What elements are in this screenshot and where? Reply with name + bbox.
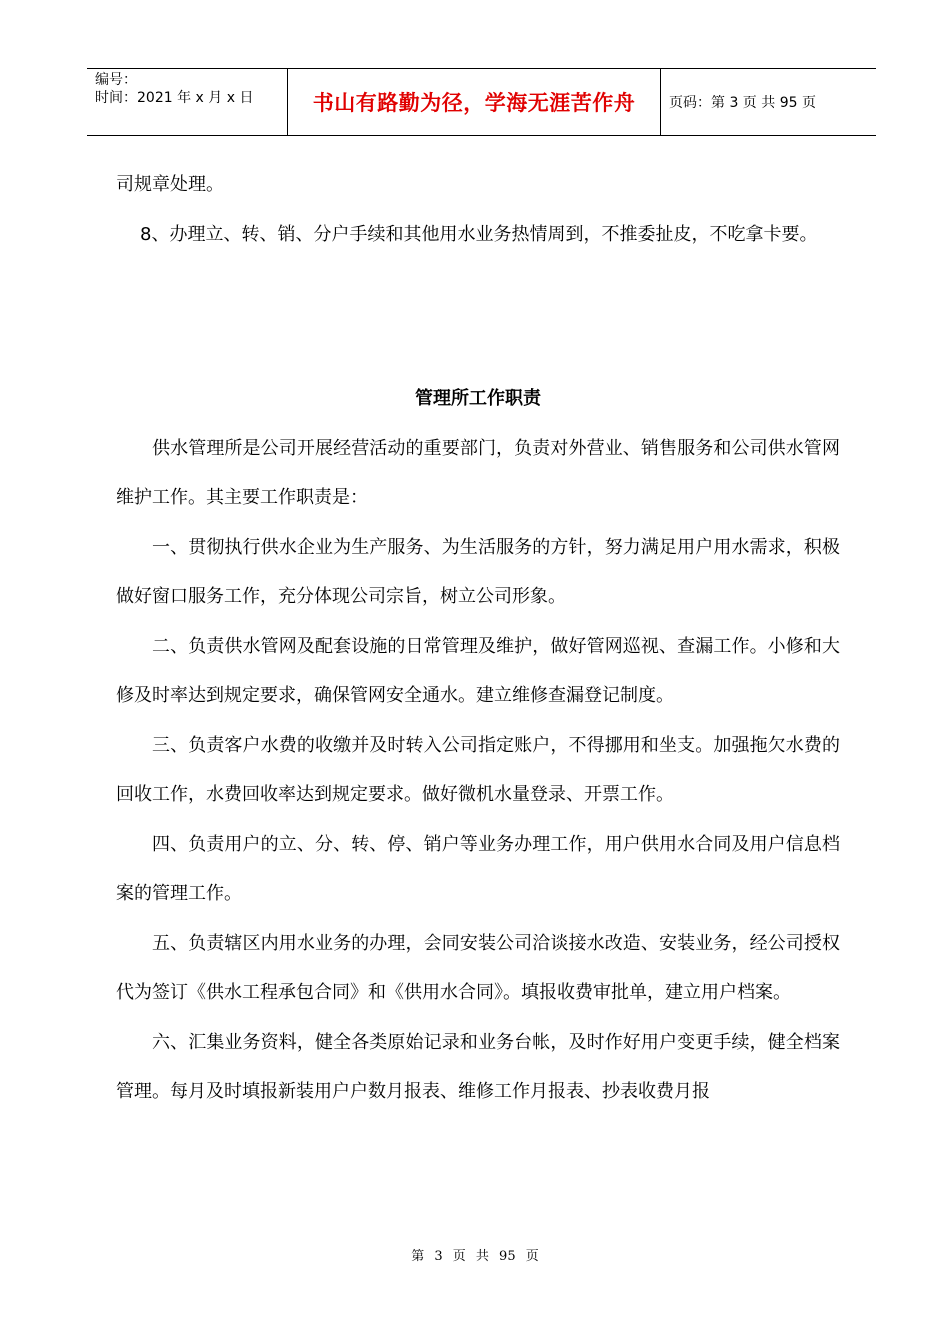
intro-paragraph: 供水管理所是公司开展经营活动的重要部门，负责对外营业、销售服务和公司供水管网维护工作。其主要工作职责是： [116,437,840,508]
duty-paragraph-2: 二、负责供水管网及配套设施的日常管理及维护，做好管网巡视、查漏工作。小修和大修及时率达到规定要求，确保管网安全通水。建立维修查漏登记制度。 [116,635,840,706]
duty-paragraph-1: 一、贯彻执行供水企业为生产服务、为生活服务的方针，努力满足用户用水需求，积极做好窗口服务工作，充分体现公司宗旨，树立公司形象。 [116,536,840,607]
header-table [87,68,876,136]
list-item-8: 8、办理立、转、销、分户手续和其他用水业务热情周到，不推委扯皮，不吃拿卡要。 [140,223,818,245]
document-number-label: 编号： [95,72,137,88]
header-meta-cell [87,69,288,135]
duty-paragraph-3: 三、负责客户水费的收缴并及时转入公司指定账户，不得挪用和坐支。加强拖欠水费的回收工作，水费回收率达到规定要求。做好微机水量登录、开票工作。 [116,734,840,805]
header-motto: 书山有路勤为径，学海无涯苦作舟 [312,91,636,115]
duty-paragraph-5: 五、负责辖区内用水业务的办理，会同安装公司洽谈接水改造、安装业务，经公司授权代为签订《供水工程承包合同》和《供用水合同》。填报收费审批单，建立用户档案。 [116,932,840,1003]
document-body [116,160,840,1117]
header-motto-cell [288,69,661,135]
header-page-info: 页码：第 3 页 共 95 页 [669,95,816,111]
section-title: 管理所工作职责 [415,388,541,409]
duty-paragraph-4: 四、负责用户的立、分、转、停、销户等业务办理工作，用户供用水合同及用户信息档案的管理工作。 [116,833,840,904]
document-date-label: 时间：2021 年 x 月 x 日 [95,90,254,106]
continuation-line: 司规章处理。 [116,174,224,195]
page-footer: 第 3 页 共 95 页 [411,1249,539,1264]
header-page-cell [661,69,876,135]
duty-paragraph-6: 六、汇集业务资料，健全各类原始记录和业务台帐，及时作好用户变更手续，健全档案管理。每月及时填报新装用户户数月报表、维修工作月报表、抄表收费月报 [116,1031,840,1102]
